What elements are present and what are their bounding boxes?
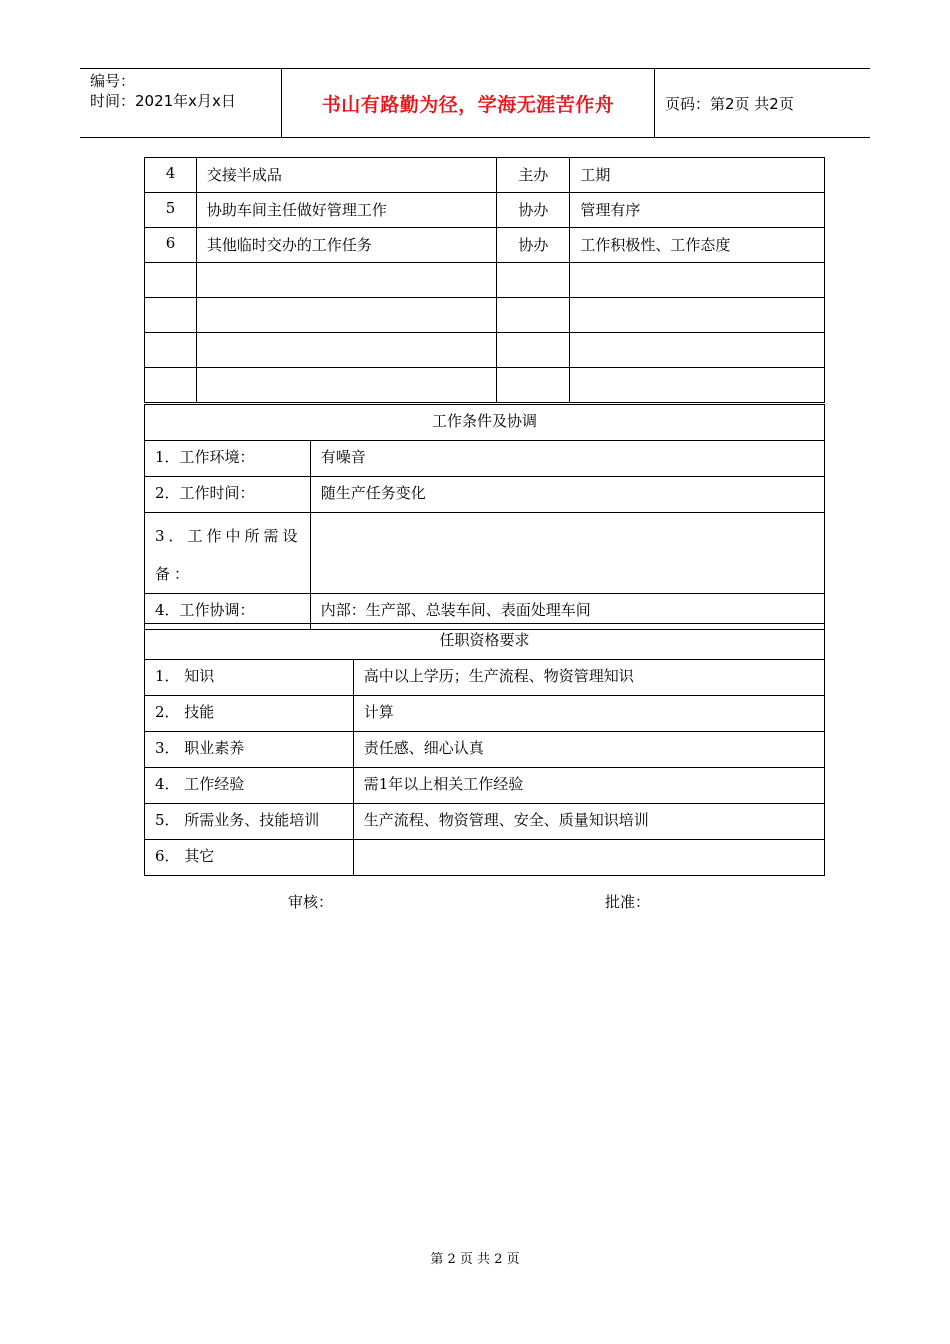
condition-label: 1．工作环境： — [145, 441, 311, 477]
duty-standard: 工作积极性、工作态度 — [570, 228, 825, 263]
table-row — [145, 513, 825, 594]
duty-role: 协办 — [497, 193, 570, 228]
table-row — [145, 477, 825, 513]
review-label: 审核： — [288, 893, 334, 911]
duty-no — [145, 333, 197, 368]
qualification-value: 责任感、细心认真 — [353, 732, 824, 768]
qualification-label: 2． 技能 — [145, 696, 354, 732]
table-row — [145, 333, 825, 368]
qualification-label: 1． 知识 — [145, 660, 354, 696]
qualification-label: 6． 其它 — [145, 840, 354, 876]
table-row — [145, 158, 825, 193]
duty-no — [145, 298, 197, 333]
duty-standard: 工期 — [570, 158, 825, 193]
qualification-value: 高中以上学历；生产流程、物资管理知识 — [353, 660, 824, 696]
duty-task: 协助车间主任做好管理工作 — [196, 193, 497, 228]
table-row — [145, 193, 825, 228]
qualification-value: 生产流程、物资管理、安全、质量知识培训 — [353, 804, 824, 840]
page-footer: 第 2 页 共 2 页 — [430, 1252, 520, 1267]
table-row — [145, 368, 825, 403]
table-row — [145, 840, 825, 876]
qualification-value — [353, 840, 824, 876]
header-page-info: 页码：第2页 共2页 — [665, 94, 794, 113]
duty-standard — [570, 333, 825, 368]
duty-no: 6 — [145, 228, 197, 263]
duty-no — [145, 368, 197, 403]
table-row — [145, 768, 825, 804]
duty-role — [497, 368, 570, 403]
duty-task: 交接半成品 — [196, 158, 497, 193]
duty-no — [145, 263, 197, 298]
duty-task — [196, 298, 497, 333]
condition-label: 3．工作中所需设备： — [145, 513, 311, 594]
duties-table — [144, 157, 825, 403]
qualifications-table — [144, 623, 825, 876]
duty-standard — [570, 298, 825, 333]
duty-standard — [570, 263, 825, 298]
duty-role — [497, 333, 570, 368]
qualification-label: 4． 工作经验 — [145, 768, 354, 804]
condition-label: 4．工作协调： — [145, 594, 311, 630]
qualifications-title: 任职资格要求 — [145, 624, 825, 660]
duty-role: 主办 — [497, 158, 570, 193]
duty-no: 4 — [145, 158, 197, 193]
header-meta — [80, 69, 282, 137]
duty-task — [196, 368, 497, 403]
section-header-row — [145, 405, 825, 441]
duty-role — [497, 298, 570, 333]
condition-value: 随生产任务变化 — [310, 477, 824, 513]
duty-task — [196, 333, 497, 368]
header-motto — [282, 69, 655, 137]
condition-value — [310, 513, 824, 594]
qualification-value: 计算 — [353, 696, 824, 732]
duty-task: 其他临时交办的工作任务 — [196, 228, 497, 263]
table-row — [145, 804, 825, 840]
qualification-label: 3． 职业素养 — [145, 732, 354, 768]
qualification-label: 5． 所需业务、技能培训 — [145, 804, 354, 840]
duty-task — [196, 263, 497, 298]
page-header — [80, 68, 870, 138]
table-row — [145, 228, 825, 263]
table-row — [145, 732, 825, 768]
motto-text: 书山有路勤为径，学海无涯苦作舟 — [321, 93, 615, 116]
table-row — [145, 441, 825, 477]
table-row — [145, 696, 825, 732]
duty-role — [497, 263, 570, 298]
condition-value: 有噪音 — [310, 441, 824, 477]
approve-label: 批准： — [605, 893, 651, 911]
duty-standard — [570, 368, 825, 403]
conditions-title: 工作条件及协调 — [145, 405, 825, 441]
doc-number-label: 编号： — [90, 72, 136, 90]
duty-no: 5 — [145, 193, 197, 228]
table-row — [145, 298, 825, 333]
duty-standard: 管理有序 — [570, 193, 825, 228]
section-header-row — [145, 624, 825, 660]
conditions-table — [144, 404, 825, 630]
table-row — [145, 660, 825, 696]
duty-role: 协办 — [497, 228, 570, 263]
doc-time-label: 时间：2021年x月x日 — [90, 92, 236, 110]
table-row — [145, 263, 825, 298]
condition-label: 2．工作时间： — [145, 477, 311, 513]
condition-value: 内部：生产部、总装车间、表面处理车间 — [310, 594, 824, 630]
qualification-value: 需1年以上相关工作经验 — [353, 768, 824, 804]
